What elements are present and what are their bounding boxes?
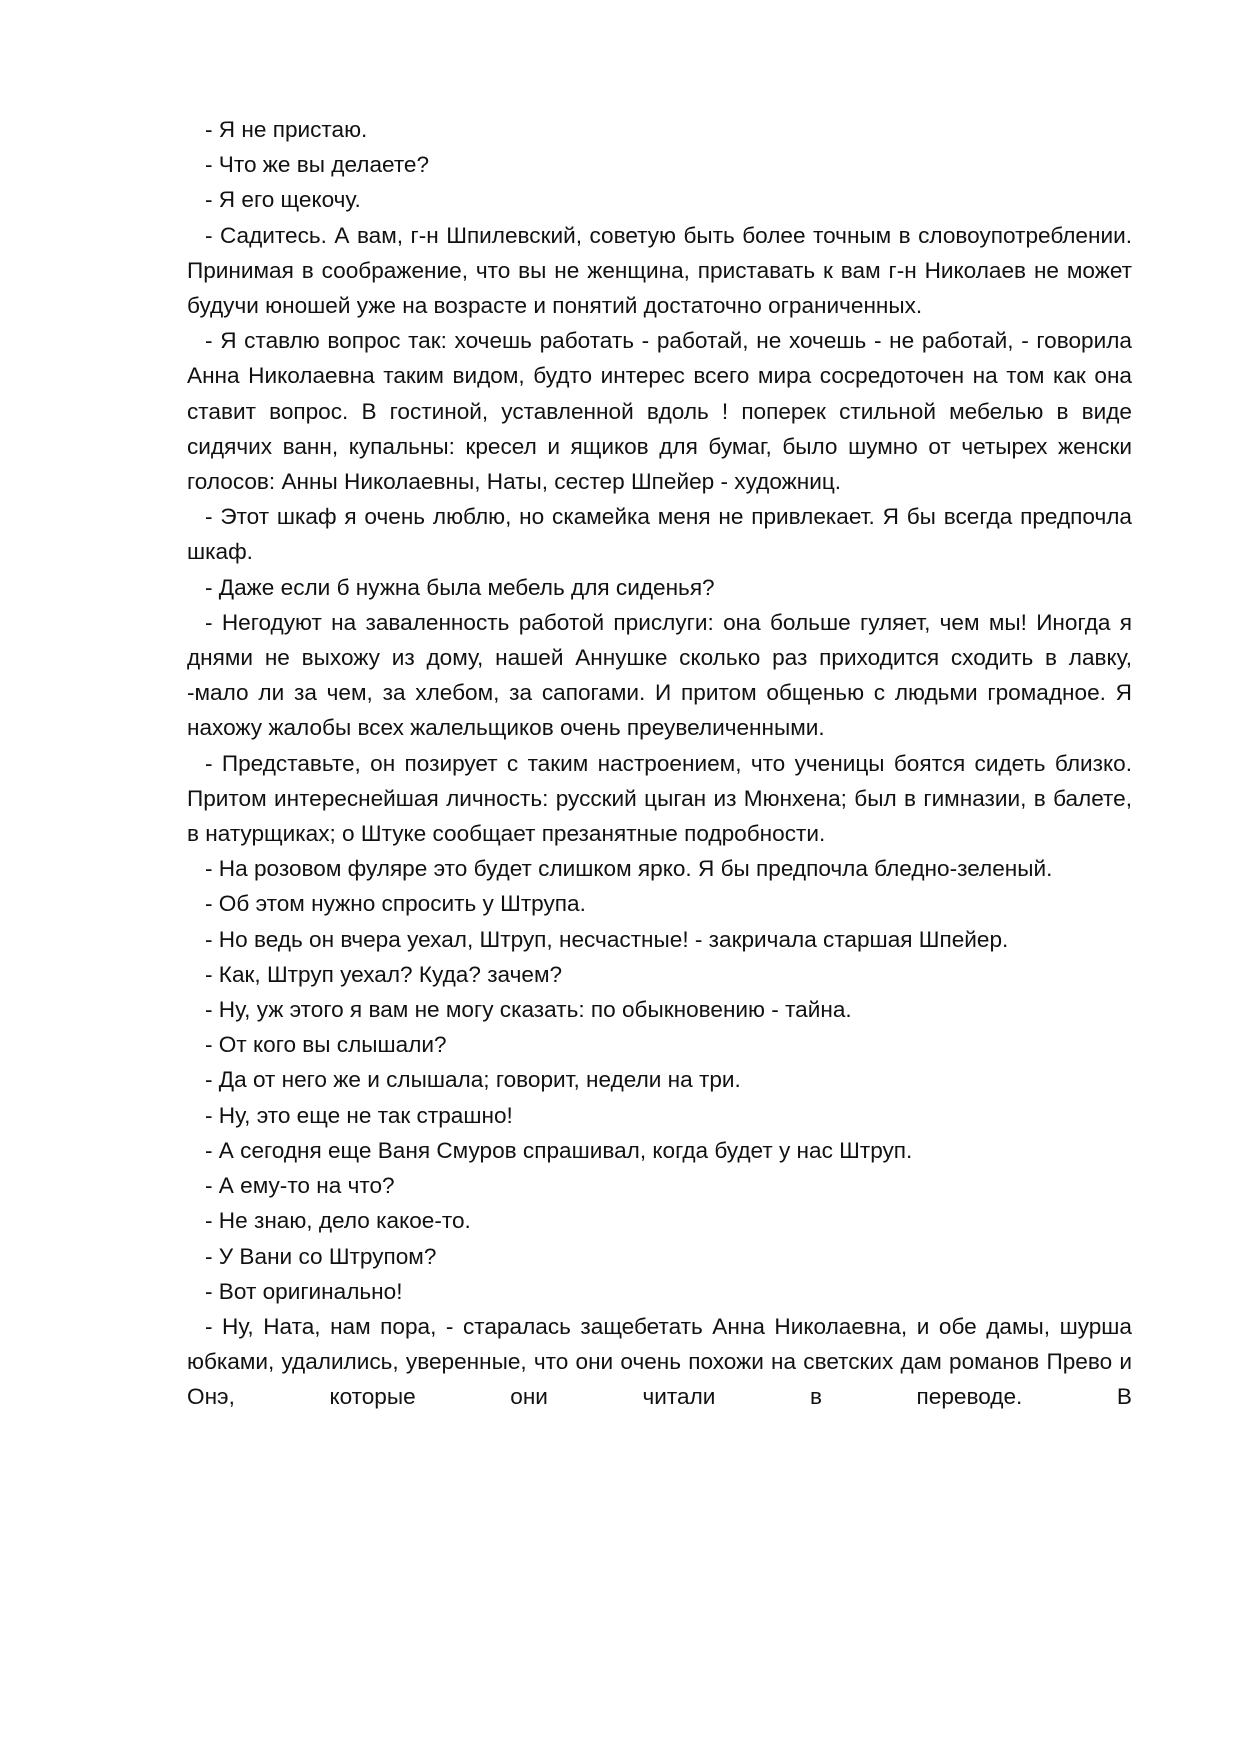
paragraph: - Как, Штруп уехал? Куда? зачем?: [205, 961, 563, 987]
paragraph: - Этот шкаф я очень люблю, но скамейка меня не привлекает. Я бы всегда предпочла шкаф.: [187, 504, 1132, 565]
paragraph: - А ему-то на что?: [205, 1173, 395, 1199]
paragraph: - Даже если б нужна была мебель для сиденья?: [205, 574, 715, 600]
paragraph: - На розовом фуляре это будет слишком ярко. Я бы предпочла бледно-зеленый.: [205, 856, 1053, 882]
paragraph: - А сегодня еще Ваня Смуров спрашивал, когда будет у нас Штруп.: [205, 1137, 913, 1163]
paragraph: - От кого вы слышали?: [205, 1032, 447, 1058]
paragraph: - Об этом нужно спросить у Штрупа.: [205, 891, 586, 917]
paragraph: - Но ведь он вчера уехал, Штруп, несчастные! - закричала старшая Шпейер.: [205, 926, 1009, 952]
paragraph: - Представьте, он позирует с таким настроением, что ученицы боятся сидеть близко. Притом интереснейшая личность: русский цыган из Мюнхена; был в гимназии, в балете, в натурщиках; о Штуке сообщает презанятные подробности.: [187, 750, 1132, 847]
paragraph: - Садитесь. А вам, г-н Шпилевский, советую быть более точным в словоупотреблении. Принимая в соображение, что вы не женщина, приставать к вам г-н Николаев не может будучи юношей уже на возрасте и понятий достаточно ограниченных.: [187, 222, 1132, 319]
paragraph: - Не знаю, дело какое-то.: [205, 1208, 471, 1234]
paragraph: - Ну, уж этого я вам не могу сказать: по обыкновению - тайна.: [205, 997, 852, 1023]
paragraph: - Я ставлю вопрос так: хочешь работать - работай, не хочешь - не работай, - говорила Анна Николаевна таким видом, будто интерес всего мира сосредоточен на том как она ставит вопрос. В гостиной, уставленной вдоль ! поперек стильной мебелью в виде сидячих ванн, купальны: кресел и ящиков для бумаг, было шумно от четырех женски голосов: Анны Николаевны, Наты, сестер Шпейер - художниц.: [187, 328, 1132, 495]
paragraph: - Да от него же и слышала; говорит, недели на три.: [205, 1067, 741, 1093]
paragraph: - Я не пристаю.: [205, 117, 368, 142]
paragraph: - Вот оригинально!: [205, 1278, 403, 1304]
body-text: [187, 112, 1132, 1415]
paragraph: - Негодуют на заваленность работой прислуги: она больше гуляет, чем мы! Иногда я днями не выхожу из дому, нашей Аннушке сколько раз приходится сходить в лавку, -мало ли за чем, за хлебом, за сапогами. И притом общенью с людьми громадное. Я нахожу жалобы всех жалельщиков очень преувеличенными.: [187, 609, 1132, 741]
paragraph: - Я его щекочу.: [205, 187, 361, 213]
paragraph: - Ну, Ната, нам пора, - старалась защебетать Анна Николаевна, и обе дамы, шурша юбками, удалились, уверенные, что они очень похожи на светских дам романов Прево и Онэ, которые они читали в переводе. В: [187, 1313, 1132, 1410]
paragraph: - Ну, это еще не так страшно!: [205, 1102, 513, 1128]
paragraph: - Что же вы делаете?: [205, 152, 430, 178]
paragraph: - У Вани со Штрупом?: [205, 1243, 437, 1269]
